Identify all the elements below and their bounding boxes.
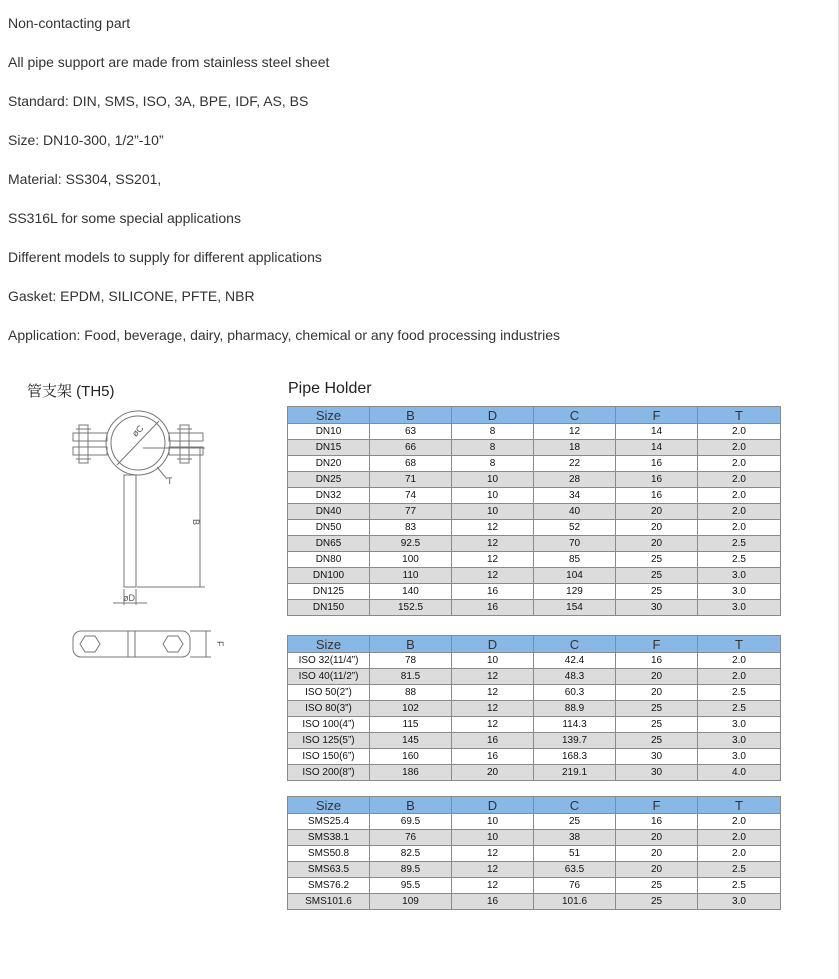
table-cell: 83 [370,520,452,536]
table-cell: 12 [452,701,534,717]
table-row [288,653,781,669]
table-cell: 16 [452,894,534,910]
table-cell: 12 [452,862,534,878]
table-cell: 2.5 [698,701,781,717]
table-cell: 140 [370,584,452,600]
table-cell: ISO 200(8”) [288,765,370,781]
table-cell: 10 [452,830,534,846]
table-cell: 12 [452,685,534,701]
table-cell: 60.3 [534,685,616,701]
table-cell: 52 [534,520,616,536]
table-cell: 25 [616,717,698,733]
table-row [288,894,781,910]
table-cell: 63 [370,424,452,440]
table-row [288,830,781,846]
table-cell: 20 [616,504,698,520]
table-cell: 12 [452,846,534,862]
table-cell: 3.0 [698,717,781,733]
table-cell: 85 [534,552,616,568]
table-cell: 2.5 [698,552,781,568]
table-cell: ISO 150(6”) [288,749,370,765]
table-cell: 82.5 [370,846,452,862]
table-cell: 12 [452,669,534,685]
table-cell: ISO 40(11/2”) [288,669,370,685]
column-header: F [616,407,698,424]
label-t: T [167,476,173,486]
table-cell: 48.3 [534,669,616,685]
table-cell: SMS25.4 [288,814,370,830]
table-cell: 20 [616,830,698,846]
table-cell: 14 [616,440,698,456]
spec-item: Non-contacting part [8,15,131,31]
pipe-holder-drawing [65,405,225,670]
table-cell: 40 [534,504,616,520]
table-cell: 20 [616,669,698,685]
table-cell: 12 [534,424,616,440]
table-cell: 2.0 [698,472,781,488]
column-header: C [534,636,616,653]
column-header: Size [288,636,370,653]
table-cell: 10 [452,814,534,830]
sms-size-table [287,796,781,910]
table-cell: 16 [616,653,698,669]
column-header: B [370,636,452,653]
table-cell: 2.5 [698,878,781,894]
table-cell: 3.0 [698,733,781,749]
column-header: T [698,407,781,424]
table-cell: 3.0 [698,894,781,910]
table-cell: 42.4 [534,653,616,669]
table-cell: 12 [452,520,534,536]
table-row [288,600,781,616]
spec-list [8,14,560,365]
drawing-title: 管支架 (TH5) [27,383,115,400]
table-cell: 3.0 [698,584,781,600]
table-cell: 69.5 [370,814,452,830]
table-cell: 102 [370,701,452,717]
table-cell: 10 [452,653,534,669]
table-cell: 25 [616,894,698,910]
table-cell: 2.5 [698,862,781,878]
table-row [288,669,781,685]
table-cell: 2.0 [698,504,781,520]
column-header: B [370,797,452,814]
table-cell: ISO 32(11/4”) [288,653,370,669]
table-cell: ISO 80(3”) [288,701,370,717]
table-header-row [288,407,781,424]
table-row [288,520,781,536]
table-cell: 110 [370,568,452,584]
table-cell: 89.5 [370,862,452,878]
spec-item: Different models to supply for different applications [8,249,322,265]
table-row [288,504,781,520]
column-header: T [698,797,781,814]
table-cell: 3.0 [698,568,781,584]
table-cell: 70 [534,536,616,552]
table-cell: 20 [616,536,698,552]
table-cell: 20 [616,862,698,878]
spec-item: All pipe support are made from stainless steel sheet [8,54,330,70]
table-cell: 8 [452,456,534,472]
table-cell: 2.0 [698,488,781,504]
table-row [288,456,781,472]
table-cell: 129 [534,584,616,600]
table-row [288,765,781,781]
table-cell: 115 [370,717,452,733]
table-row [288,717,781,733]
table-cell: 2.5 [698,685,781,701]
table-cell: SMS101.6 [288,894,370,910]
table-cell: 16 [616,814,698,830]
table-cell: DN25 [288,472,370,488]
table-cell: 2.0 [698,456,781,472]
table-cell: 10 [452,504,534,520]
table-row [288,424,781,440]
table-cell: 109 [370,894,452,910]
table-cell: ISO 50(2”) [288,685,370,701]
table-cell: 76 [370,830,452,846]
table-cell: 76 [534,878,616,894]
table-cell: 25 [534,814,616,830]
table-cell: 100 [370,552,452,568]
table-cell: 63.5 [534,862,616,878]
table-cell: 101.6 [534,894,616,910]
table-cell: 66 [370,440,452,456]
table-cell: 25 [616,878,698,894]
table-cell: 10 [452,488,534,504]
table-cell: SMS76.2 [288,878,370,894]
table-cell: 10 [452,472,534,488]
spec-item: Standard: DIN, SMS, ISO, 3A, BPE, IDF, AS, BS [8,93,309,109]
table-cell: 20 [452,765,534,781]
table-cell: 152.5 [370,600,452,616]
column-header: D [452,407,534,424]
column-header: C [534,797,616,814]
table-cell: 25 [616,701,698,717]
table-cell: 88 [370,685,452,701]
table-cell: 25 [616,552,698,568]
table-row [288,814,781,830]
table-cell: 30 [616,765,698,781]
table-row [288,568,781,584]
table-cell: 12 [452,568,534,584]
table-cell: SMS50.8 [288,846,370,862]
table-cell: 168.3 [534,749,616,765]
table-cell: 2.0 [698,814,781,830]
table-cell: 81.5 [370,669,452,685]
table-row [288,472,781,488]
table-cell: 20 [616,685,698,701]
table-cell: DN100 [288,568,370,584]
table-header-row [288,636,781,653]
table-cell: 4.0 [698,765,781,781]
table-cell: DN20 [288,456,370,472]
table-row [288,440,781,456]
table-cell: DN50 [288,520,370,536]
table-cell: SMS38.1 [288,830,370,846]
table-cell: 74 [370,488,452,504]
table-cell: 12 [452,717,534,733]
table-row [288,488,781,504]
table-cell: SMS63.5 [288,862,370,878]
table-row [288,878,781,894]
table-cell: 2.0 [698,846,781,862]
table-cell: 28 [534,472,616,488]
table-cell: 14 [616,424,698,440]
column-header: Size [288,797,370,814]
table-cell: 92.5 [370,536,452,552]
table-cell: 78 [370,653,452,669]
table-cell: 8 [452,424,534,440]
table-cell: 2.0 [698,830,781,846]
table-cell: 2.0 [698,424,781,440]
table-cell: 3.0 [698,600,781,616]
table-row [288,733,781,749]
table-cell: 139.7 [534,733,616,749]
table-cell: 2.0 [698,440,781,456]
table-row [288,846,781,862]
table-cell: DN15 [288,440,370,456]
table-cell: 16 [616,456,698,472]
table-cell: DN150 [288,600,370,616]
table-row [288,536,781,552]
column-header: F [616,797,698,814]
table-cell: 2.0 [698,669,781,685]
spec-item: Material: SS304, SS201, [8,171,162,187]
table-cell: 160 [370,749,452,765]
table-cell: 71 [370,472,452,488]
column-header: F [616,636,698,653]
spec-item: SS316L for some special applications [8,210,241,226]
table-cell: 30 [616,600,698,616]
table-cell: 114.3 [534,717,616,733]
table-cell: 2.0 [698,520,781,536]
table-cell: ISO 100(4”) [288,717,370,733]
spec-item: Size: DN10-300, 1/2”-10” [8,132,164,148]
iso-size-table [287,635,781,781]
label-f: F [215,641,225,647]
table-cell: 2.5 [698,536,781,552]
label-d: øD [123,593,135,603]
column-header: D [452,636,534,653]
table-cell: DN125 [288,584,370,600]
column-header: T [698,636,781,653]
table-cell: 16 [452,584,534,600]
table-cell: DN32 [288,488,370,504]
table-cell: 25 [616,733,698,749]
table-cell: 219.1 [534,765,616,781]
dn-size-table [287,406,781,616]
spec-item: Gasket: EPDM, SILICONE, PFTE, NBR [8,288,255,304]
table-row [288,701,781,717]
table-cell: 12 [452,552,534,568]
column-header: D [452,797,534,814]
column-header: B [370,407,452,424]
table-cell: 12 [452,536,534,552]
label-c: øC [129,423,146,439]
table-row [288,584,781,600]
table-cell: 8 [452,440,534,456]
spec-item: Application: Food, beverage, dairy, pharmacy, chemical or any food processing industries [8,327,560,343]
table-cell: 22 [534,456,616,472]
label-b: B [191,519,201,526]
table-cell: DN65 [288,536,370,552]
table-cell: DN40 [288,504,370,520]
table-row [288,749,781,765]
table-cell: 16 [452,733,534,749]
table-cell: 145 [370,733,452,749]
table-title: Pipe Holder [288,380,372,397]
table-cell: 25 [616,568,698,584]
table-cell: 30 [616,749,698,765]
table-cell: 95.5 [370,878,452,894]
table-cell: 68 [370,456,452,472]
table-cell: DN10 [288,424,370,440]
table-cell: 2.0 [698,653,781,669]
table-cell: 88.9 [534,701,616,717]
table-cell: 34 [534,488,616,504]
table-cell: 16 [452,749,534,765]
column-header: C [534,407,616,424]
table-cell: 186 [370,765,452,781]
table-header-row [288,797,781,814]
column-header: Size [288,407,370,424]
table-cell: 3.0 [698,749,781,765]
table-cell: ISO 125(5”) [288,733,370,749]
table-cell: 104 [534,568,616,584]
table-cell: 12 [452,878,534,894]
table-cell: 20 [616,846,698,862]
table-cell: 18 [534,440,616,456]
table-cell: 16 [452,600,534,616]
table-row [288,685,781,701]
table-cell: 154 [534,600,616,616]
table-row [288,862,781,878]
table-row [288,552,781,568]
table-cell: 20 [616,520,698,536]
table-cell: 77 [370,504,452,520]
table-cell: DN80 [288,552,370,568]
table-cell: 51 [534,846,616,862]
table-cell: 38 [534,830,616,846]
table-cell: 25 [616,584,698,600]
table-cell: 16 [616,488,698,504]
table-cell: 16 [616,472,698,488]
